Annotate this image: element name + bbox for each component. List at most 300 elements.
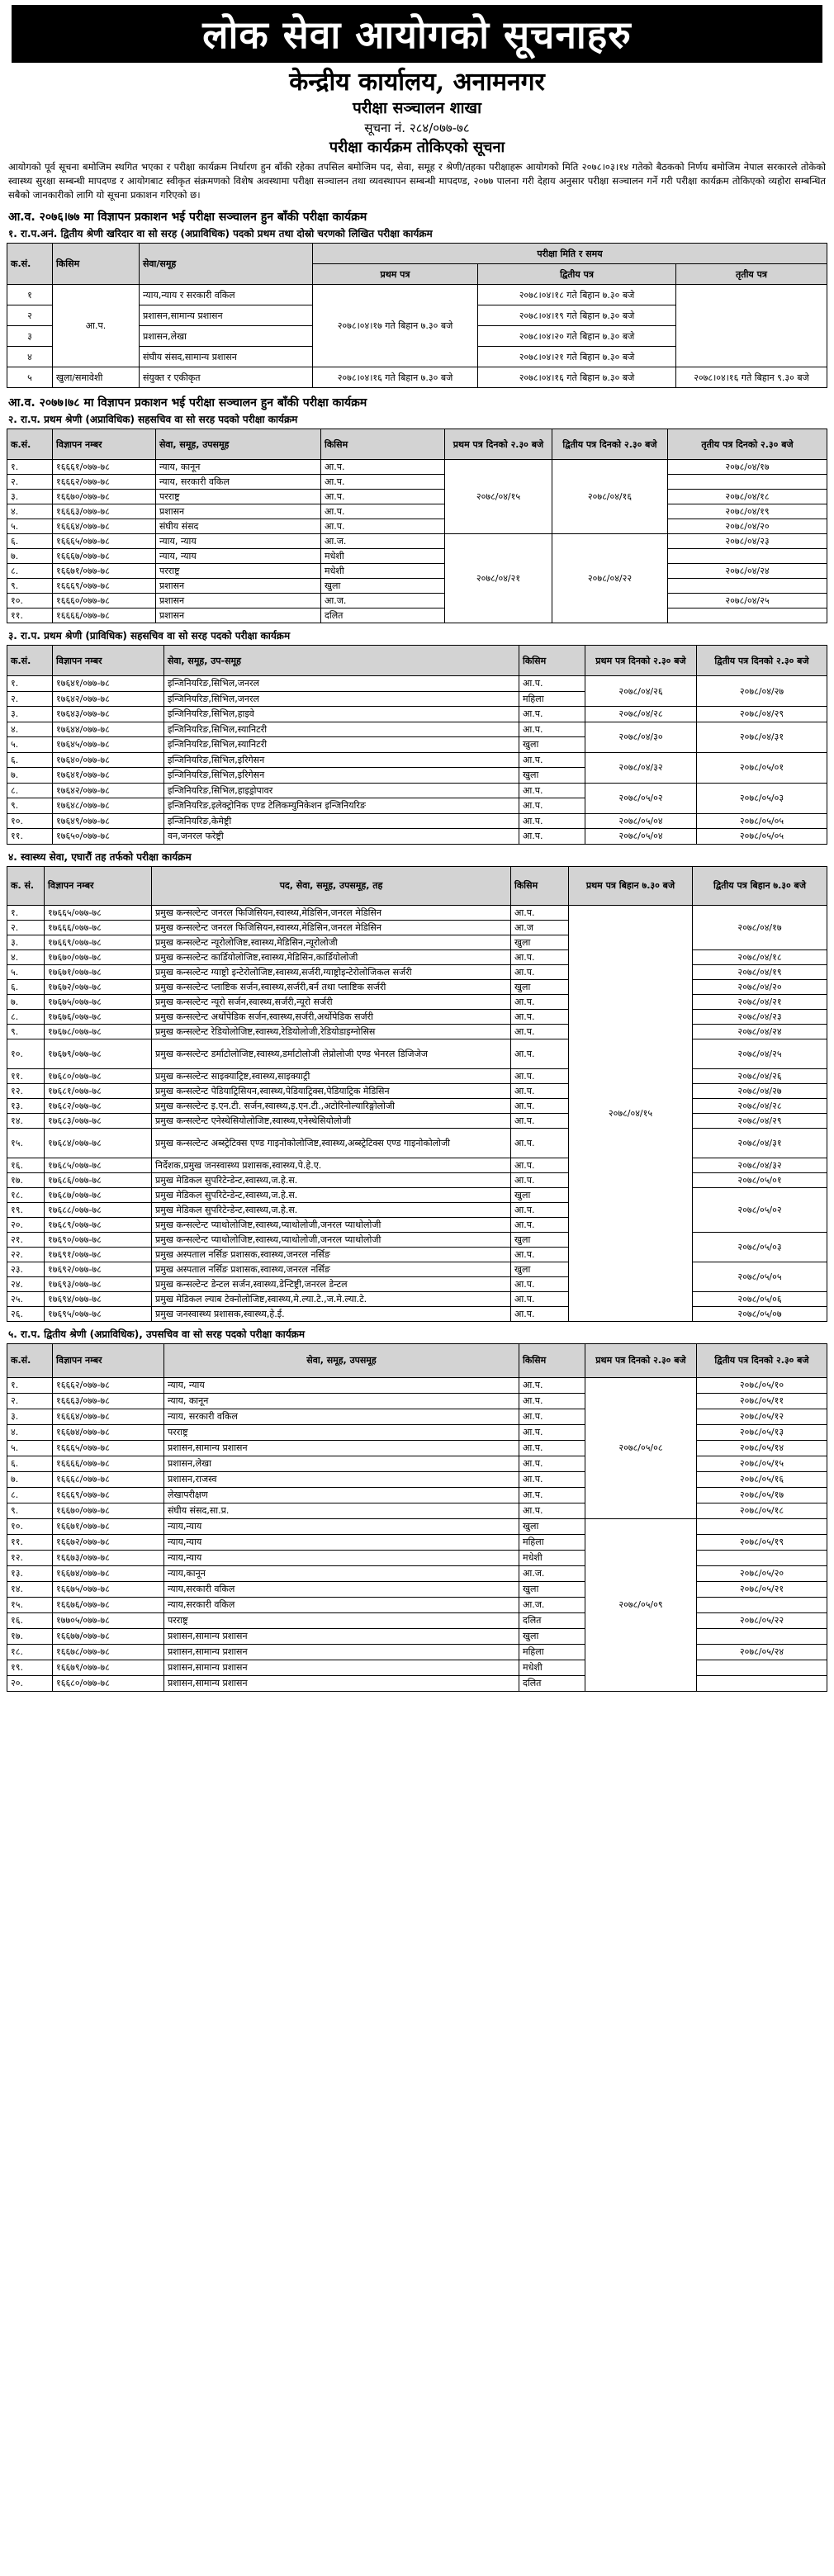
cell-first-date: २०७८/०४/२१: [445, 534, 552, 623]
table-row: [7, 1393, 827, 1409]
cell-sn: ५.: [7, 519, 53, 534]
cell-service: प्रशासन,सामान्य प्रशासन: [164, 1440, 519, 1456]
table-row: [7, 490, 827, 504]
table-row: [7, 1039, 827, 1068]
cell-third-date: २०७८/०४/२०: [668, 519, 827, 534]
branch-name: परीक्षा सञ्चालन शाखा: [352, 99, 482, 117]
col-header-type: किसिम: [511, 866, 569, 905]
cell-sn: १६.: [7, 1158, 45, 1172]
table-row: [7, 285, 827, 305]
cell-second-date: २०७८/०५/०३: [693, 1232, 827, 1262]
cell-type: आ.प.: [511, 1009, 569, 1024]
cell-sn: १०.: [7, 813, 53, 829]
cell-second-date: २०७८/०४/३२: [693, 1158, 827, 1172]
table-row: [7, 460, 827, 475]
cell-sn: २.: [7, 691, 53, 707]
cell-type: आ.प.: [519, 1456, 585, 1471]
cell-ad: १६६६५/०७७-७८: [53, 1440, 164, 1456]
cell-first-date: २०७८/०४/३२: [585, 752, 697, 783]
col-header-ad: विज्ञापन नम्बर: [53, 1343, 164, 1377]
cell-service: प्रमुख कन्सल्टेन्ट ग्याष्ट्रो इन्टेरोलोजिष्ट,स्वास्थ्य,सर्जरी,ग्याष्ट्रोइन्टेरोलोजिकल सर्जरी: [152, 964, 511, 979]
cell-service: न्याय,न्याय: [164, 1534, 519, 1550]
cell-ad: १७६६५/०७७-७८: [45, 905, 152, 920]
cell-ad: १७६८७/०७७-७८: [45, 1187, 152, 1202]
cell-sn: १८.: [7, 1644, 53, 1660]
cell-second-date: २०७८/०५/०१: [697, 752, 827, 783]
col-header-sn: क.सं.: [7, 1343, 53, 1377]
cell-sn: २५.: [7, 1291, 45, 1306]
cell-second-date: २०७८।०४।१६ गते बिहान ७.३० बजे: [478, 367, 676, 388]
cell-sn: ६.: [7, 1456, 53, 1471]
cell-second-date: २०७८।०४।२० गते बिहान ७.३० बजे: [478, 326, 676, 347]
cell-service: प्रशासन,लेखा: [164, 1456, 519, 1471]
cell-second-date: २०७८।०४।१९ गते बिहान ७.३० बजे: [478, 305, 676, 326]
cell-ad: १६६६६/०७७-७८: [53, 608, 156, 623]
cell-sn: १४.: [7, 1581, 53, 1597]
table-row: [7, 1581, 827, 1597]
cell-ad: १६६६८/०७७-७८: [53, 1471, 164, 1487]
cell-sn: २.: [7, 475, 53, 490]
cell-type: आ.प.: [511, 964, 569, 979]
table-row: [7, 1518, 827, 1534]
cell-ad: १७६४४/०७७-७८: [53, 722, 164, 737]
cell-second-date: [697, 1597, 827, 1612]
cell-type: आ.प.: [511, 1158, 569, 1172]
table-row: [7, 1424, 827, 1440]
cell-second-date: २०७८/०५/११: [697, 1393, 827, 1409]
cell-ad: १७६८९/०७७-७८: [45, 1217, 152, 1232]
cell-type: आ.प.: [511, 1098, 569, 1113]
cell-ad: १६६६४/०७७-७८: [53, 1409, 164, 1424]
notice-page: [0, 5, 834, 2576]
cell-service: न्याय,कानून: [164, 1565, 519, 1581]
table-row: [7, 994, 827, 1009]
cell-third-date: [668, 549, 827, 564]
table-row: [7, 949, 827, 964]
cell-sn: ८.: [7, 564, 53, 579]
cell-sn: २१.: [7, 1232, 45, 1247]
cell-ad: १६६७७/०७७-७८: [53, 1628, 164, 1644]
cell-ad: १७६६९/०७७-७८: [45, 935, 152, 949]
cell-type: आ.प.: [511, 994, 569, 1009]
cell-third-date: २०७८।०४।१६ गते बिहान ९.३० बजे: [676, 367, 827, 388]
notice-number: सूचना नं. २८४/०७७-७८: [364, 121, 470, 135]
cell-type: महिला: [519, 1644, 585, 1660]
cell-service: प्रमुख कन्सल्टेन्ट जनरल फिजिसियन,स्वास्थ्य,मेडिसिन,जनरल मेडिसिन: [152, 905, 511, 920]
section3-table: [7, 645, 827, 845]
cell-type: आ.प.: [321, 504, 445, 519]
cell-service: प्रशासन,सामान्य प्रशासन: [164, 1644, 519, 1660]
cell-ad: १६६८०/०७७-७८: [53, 1675, 164, 1691]
col-header-date-group: परीक्षा मिति र समय: [313, 244, 827, 264]
cell-ad: १६६६९/०७७-७८: [53, 579, 156, 594]
cell-sn: ६.: [7, 534, 53, 549]
cell-service: न्याय,न्याय: [164, 1550, 519, 1565]
col-header-second: द्वितीय पत्र बिहान ७.३० बजे: [693, 866, 827, 905]
cell-sn: २०.: [7, 1217, 45, 1232]
table-row: [7, 1675, 827, 1691]
cell-service: प्रशासन: [156, 608, 321, 623]
cell-sn: १९.: [7, 1202, 45, 1217]
cell-second-date: २०७८/०५/०५: [697, 813, 827, 829]
col-header-service: सेवा/समूह: [140, 244, 313, 285]
cell-ad: १७६८६/०७७-७८: [45, 1172, 152, 1187]
cell-type: महिला: [519, 691, 585, 707]
cell-service: न्याय, सरकारी वकिल: [156, 475, 321, 490]
cell-ad: १६६७९/०७७-७८: [53, 1660, 164, 1675]
cell-sn: २: [7, 305, 53, 326]
cell-type: आ.प.: [519, 1487, 585, 1503]
cell-sn: ६.: [7, 979, 45, 994]
section2-subtitle: २. रा.प. प्रथम श्रेणी (अप्राविधिक) सहसचिव वा सो सरह पदको परीक्षा कार्यक्रम: [8, 414, 298, 425]
cell-second-date: २०७८/०५/१०: [697, 1377, 827, 1393]
cell-service: इन्जिनियरिङ,सिभिल,हाइवे: [164, 707, 519, 722]
cell-ad: १७६९५/०७७-७८: [45, 1306, 152, 1321]
cell-type: खुला: [519, 1581, 585, 1597]
cell-second-date: २०७८/०५/१९: [697, 1534, 827, 1550]
table-row: [7, 1565, 827, 1581]
cell-second-date: २०७८/०५/१८: [697, 1503, 827, 1518]
cell-service: न्याय, न्याय: [156, 549, 321, 564]
cell-type: खुला: [519, 737, 585, 753]
cell-service: प्रमुख कन्सल्टेन्ट डेन्टल सर्जन,स्वास्थ्य,डेन्टिष्ट्री,जनरल डेन्टल: [152, 1276, 511, 1291]
cell-type: खुला: [321, 579, 445, 594]
table-row: [7, 579, 827, 594]
table-row: [7, 1377, 827, 1393]
cell-second-date: २०७८/०४/१७: [693, 905, 827, 949]
cell-type: आ.प.: [511, 1128, 569, 1158]
cell-service: न्याय, कानून: [156, 460, 321, 475]
cell-service: प्रमुख अस्पताल नर्सिङ प्रशासक,स्वास्थ्य,जनरल नर्सिङ: [152, 1247, 511, 1262]
cell-second-date: २०७८/०५/२१: [697, 1581, 827, 1597]
cell-ad: १७६८०/०७७-७८: [45, 1068, 152, 1083]
table-row: [7, 964, 827, 979]
cell-type: आ.प.: [519, 829, 585, 845]
col-header-sn: क.सं.: [7, 244, 53, 285]
cell-service: प्रमुख कन्सल्टेन्ट रेडियोलोजिष्ट,स्वास्थ्य,रेडियोलोजी,रेडियोडाइग्नोसिस: [152, 1024, 511, 1039]
cell-type: महिला: [519, 1534, 585, 1550]
cell-ad: १७६८१/०७७-७८: [45, 1083, 152, 1098]
cell-type: आ.प.: [519, 813, 585, 829]
table-row: [7, 676, 827, 692]
cell-type: आ.प.: [519, 752, 585, 768]
section4-table: [7, 866, 827, 1322]
col-header-type: किसिम: [519, 1343, 585, 1377]
cell-service: प्रशासन,सामान्य प्रशासन: [164, 1628, 519, 1644]
cell-ad: १७६४३/०७७-७८: [53, 707, 164, 722]
cell-service: प्रमुख कन्सल्टेन्ट अब्स्ट्रेटिक्स एण्ड गाइनोकोलोजिष्ट,स्वास्थ्य,अब्स्ट्रेटिक्स एण्ड गाइनोकोलोजी: [152, 1128, 511, 1158]
cell-sn: १.: [7, 676, 53, 692]
cell-type: आ.प.: [511, 1039, 569, 1068]
col-header-sn: क.सं.: [7, 646, 53, 676]
cell-sn: ११.: [7, 829, 53, 845]
cell-second-date: २०७८/०५/१७: [697, 1487, 827, 1503]
cell-type: आ.प.: [519, 1503, 585, 1518]
cell-second-date: २०७८/०४/१६: [552, 460, 668, 534]
cell-ad: १७७०५/०७७-७८: [53, 1612, 164, 1628]
table-row: [7, 519, 827, 534]
cell-sn: २३.: [7, 1262, 45, 1276]
cell-sn: ९.: [7, 579, 53, 594]
cell-sn: १७.: [7, 1172, 45, 1187]
cell-second-date: २०७८/०४/२३: [693, 1009, 827, 1024]
cell-ad: १६६६०/०७७-७८: [53, 594, 156, 608]
cell-first-date: २०७८/०५/०४: [585, 813, 697, 829]
table-row: [7, 1597, 827, 1612]
cell-sn: १५.: [7, 1597, 53, 1612]
cell-third-date: [676, 285, 827, 367]
office-name: केन्द्रीय कार्यालय, अनामनगर: [289, 68, 545, 97]
col-header-type: किसिम: [321, 429, 445, 460]
cell-sn: ४.: [7, 722, 53, 737]
col-header-service: पद, सेवा, समूह, उपसमूह, तह: [152, 866, 511, 905]
cell-sn: १६.: [7, 1612, 53, 1628]
cell-first-date: २०७८/०५/०९: [585, 1518, 697, 1691]
cell-ad: १७६६६/०७७-७८: [45, 920, 152, 935]
cell-second-date: २०७८/०५/०१: [693, 1172, 827, 1187]
cell-type: मधेशी: [321, 564, 445, 579]
cell-second-date: २०७८/०४/२९: [697, 707, 827, 722]
cell-third-date: [668, 608, 827, 623]
section1-subtitle: १. रा.प.अनं. द्वितीय श्रेणी खरिदार वा सो सरह (अप्राविधिक) पदको प्रथम तथा दोस्रो चरणको लिखित परीक्षा कार्यक्रम: [8, 228, 433, 239]
cell-service: न्याय,न्याय र सरकारी वकिल: [140, 285, 313, 305]
cell-service: इन्जिनियरिङ,केमेष्ट्री: [164, 813, 519, 829]
cell-second-date: २०७८/०५/०५: [697, 829, 827, 845]
table-row: [7, 1232, 827, 1247]
table-row: [7, 1158, 827, 1172]
cell-second-date: २०७८/०४/३१: [697, 722, 827, 752]
table-row: [7, 783, 827, 798]
cell-service: प्रमुख कन्सल्टेन्ट इ.एन.टी. सर्जन,स्वास्थ्य,इ.एन.टी.,अटोरिनोल्यारिङ्गोलोजी: [152, 1098, 511, 1113]
cell-second-date: २०७८/०४/२४: [693, 1024, 827, 1039]
table-row: [7, 594, 827, 608]
cell-second-date: २०७८/०४/२६: [693, 1068, 827, 1083]
cell-service: प्रमुख कन्सल्टेन्ट प्याथोलोजिष्ट,स्वास्थ्य,प्याथोलोजी,जनरल प्याथोलोजी: [152, 1232, 511, 1247]
cell-second-date: २०७८/०५/१२: [697, 1409, 827, 1424]
cell-service: वन,जनरल फरेष्ट्री: [164, 829, 519, 845]
cell-service: इन्जिनियरिङ,सिभिल,स्यानिटरी: [164, 737, 519, 753]
cell-sn: १३.: [7, 1098, 45, 1113]
cell-ad: १६६६३/०७७-७८: [53, 1393, 164, 1409]
col-header-ad: विज्ञापन नम्बर: [53, 429, 156, 460]
cell-type: आ.प.: [519, 798, 585, 814]
cell-sn: ४.: [7, 949, 45, 964]
cell-service: प्रशासन: [156, 579, 321, 594]
cell-sn: २४.: [7, 1276, 45, 1291]
cell-ad: १७६४८/०७७-७८: [53, 798, 164, 814]
cell-second-date: २०७८/०४/२७: [693, 1083, 827, 1098]
section4-subtitle: ४. स्वास्थ्य सेवा, एघारौं तह तर्फको परीक्षा कार्यक्रम: [8, 850, 192, 863]
cell-service: न्याय, कानून: [164, 1393, 519, 1409]
cell-sn: ३.: [7, 490, 53, 504]
cell-ad: १६६७१/०७७-७८: [53, 1518, 164, 1534]
section2-title: आ.व. २०७७।७८ मा विज्ञापन प्रकाशन भई परीक्षा सञ्चालन हुन बाँकी परीक्षा कार्यक्रम: [8, 396, 367, 410]
cell-sn: १०.: [7, 594, 53, 608]
cell-ad: १७६७६/०७७-७८: [45, 1009, 152, 1024]
cell-ad: १७६७८/०७७-७८: [45, 1024, 152, 1039]
table-row: [7, 1612, 827, 1628]
col-header-type: किसिम: [519, 646, 585, 676]
cell-second-date: २०७८/०४/१९: [693, 964, 827, 979]
cell-sn: ७.: [7, 549, 53, 564]
cell-sn: ५.: [7, 1440, 53, 1456]
cell-type: आ.प.: [511, 1083, 569, 1098]
cell-second-date: २०७८/०५/०२: [693, 1187, 827, 1232]
cell-second-date: [697, 1550, 827, 1565]
cell-sn: २.: [7, 920, 45, 935]
cell-service: न्याय, न्याय: [164, 1377, 519, 1393]
cell-service: इन्जिनियरिङ,सिभिल,इरिगेसन: [164, 752, 519, 768]
section1-title: आ.व. २०७६।७७ मा विज्ञापन प्रकाशन भई परीक्षा सञ्चालन हुन बाँकी परीक्षा कार्यक्रम: [8, 211, 367, 224]
table-row: [7, 1128, 827, 1158]
cell-service: प्रशासन,लेखा: [140, 326, 313, 347]
cell-type: खुला: [511, 1262, 569, 1276]
cell-service: न्याय, सरकारी वकिल: [164, 1409, 519, 1424]
cell-sn: ४: [7, 347, 53, 367]
cell-service: प्रमुख मेडिकल सुपरिटेन्डेन्ट,स्वास्थ्य,ज.हे.स.: [152, 1187, 511, 1202]
cell-third-date: [668, 579, 827, 594]
cell-service: संघीय संसद: [156, 519, 321, 534]
cell-ad: १६६७४/०७७-७८: [53, 1565, 164, 1581]
cell-type: आ.प.: [519, 722, 585, 737]
table-row: [7, 608, 827, 623]
cell-ad: १६६६७/०७७-७८: [53, 549, 156, 564]
cell-sn: ३.: [7, 707, 53, 722]
cell-second-date: २०७८/०४/२७: [697, 676, 827, 707]
table-row: [7, 905, 827, 920]
cell-ad: १७६४२/०७७-७८: [53, 691, 164, 707]
cell-sn: ३: [7, 326, 53, 347]
cell-service: प्रशासन: [156, 504, 321, 519]
cell-type: आ.प.: [321, 460, 445, 475]
cell-service: लेखापरीक्षण: [164, 1487, 519, 1503]
cell-type: आ.प.: [519, 676, 585, 692]
cell-second-date: २०७८/०४/२९: [693, 1113, 827, 1128]
cell-sn: ४.: [7, 1424, 53, 1440]
cell-service: प्रमुख कन्सल्टेन्ट साइक्याट्रिष्ट,स्वास्थ्य,साइक्याट्री: [152, 1068, 511, 1083]
col-header-third: तृतीय पत्र: [676, 264, 827, 285]
notice-title: परीक्षा कार्यक्रम तोकिएको सूचना: [329, 139, 505, 156]
cell-sn: १७.: [7, 1628, 53, 1644]
cell-service: प्रमुख कन्सल्टेन्ट प्लाष्टिक सर्जन,स्वास्थ्य,सर्जरी,बर्न तथा प्लाष्टिक सर्जरी: [152, 979, 511, 994]
table-row: [7, 1440, 827, 1456]
cell-service: प्रमुख जनस्वास्थ्य प्रशासक,स्वास्थ्य,हे.ई.: [152, 1306, 511, 1321]
table-row: [7, 1187, 827, 1202]
cell-ad: १७६९१/०७७-७८: [45, 1247, 152, 1262]
cell-ad: १६६७८/०७७-७८: [53, 1644, 164, 1660]
table-row: [7, 1660, 827, 1675]
cell-ad: १६६६४/०७७-७८: [53, 519, 156, 534]
cell-ad: १६६६२/०७७-७८: [53, 1377, 164, 1393]
cell-second-date: २०७८/०४/१८: [693, 949, 827, 964]
cell-ad: १७६४१/०७७-७८: [53, 676, 164, 692]
cell-type: आ.ज.: [519, 1565, 585, 1581]
cell-ad: १६६६९/०७७-७८: [53, 1487, 164, 1503]
cell-type: खुला: [511, 1187, 569, 1202]
section5-table: [7, 1343, 827, 1692]
cell-second-date: २०७८/०४/२२: [552, 534, 668, 623]
cell-service: प्रमुख कन्सल्टेन्ट जनरल फिजिसियन,स्वास्थ्य,मेडिसिन,जनरल मेडिसिन: [152, 920, 511, 935]
cell-second-date: २०७८/०५/२२: [697, 1612, 827, 1628]
col-header-first: प्रथम पत्र दिनको २.३० बजे: [445, 429, 552, 460]
cell-second-date: २०७८/०५/१३: [697, 1424, 827, 1440]
cell-service: परराष्ट्र: [156, 490, 321, 504]
cell-type: आ.प.: [511, 1172, 569, 1187]
cell-ad: १६६६६/०७७-७८: [53, 1456, 164, 1471]
col-header-ad: विज्ञापन नम्बर: [53, 646, 164, 676]
cell-type: आ.प.: [511, 1276, 569, 1291]
col-header-sn: क.सं.: [7, 429, 53, 460]
col-header-second: द्वितीय पत्र दिनको २.३० बजे: [552, 429, 668, 460]
cell-second-date: २०७८/०४/२५: [693, 1039, 827, 1068]
cell-sn: १.: [7, 460, 53, 475]
cell-service: इन्जिनियरिङ,सिभिल,स्यानिटरी: [164, 722, 519, 737]
cell-sn: १५.: [7, 1128, 45, 1158]
cell-second-date: २०७८/०४/३१: [693, 1128, 827, 1158]
cell-service: न्याय,सरकारी वकिल: [164, 1597, 519, 1612]
cell-second-date: २०७८/०४/२१: [693, 994, 827, 1009]
cell-ad: १६६७२/०७७-७८: [53, 1534, 164, 1550]
cell-second-date: [697, 1660, 827, 1675]
cell-sn: ८.: [7, 783, 53, 798]
cell-sn: ६.: [7, 752, 53, 768]
col-header-sn: क. सं.: [7, 866, 45, 905]
cell-type: आ.प.: [511, 1202, 569, 1217]
table-row: [7, 549, 827, 564]
cell-service: संघीय संसद,सा.प्र.: [164, 1503, 519, 1518]
cell-second-date: २०७८/०५/०६: [693, 1291, 827, 1306]
col-header-second: द्वितीय पत्र दिनको २.३० बजे: [697, 646, 827, 676]
cell-service: प्रमुख कन्सल्टेन्ट न्यूरोलोजिष्ट,स्वास्थ्य,मेडिसिन,न्यूरोलोजी: [152, 935, 511, 949]
cell-third-date: २०७८/०४/२३: [668, 534, 827, 549]
cell-second-date: २०७८/०५/१६: [697, 1471, 827, 1487]
cell-third-date: २०७८/०४/१७: [668, 460, 827, 475]
cell-type: आ.प.: [519, 1471, 585, 1487]
cell-sn: १: [7, 285, 53, 305]
cell-type: आ.प.: [53, 285, 140, 367]
cell-first-date: २०७८/०४/२८: [585, 707, 697, 722]
cell-service: परराष्ट्र: [164, 1612, 519, 1628]
table-row: [7, 1409, 827, 1424]
cell-service: प्रमुख कन्सल्टेन्ट डर्माटोलोजिष्ट,स्वास्थ्य,डर्माटोलोजी लेप्रोलोजी एण्ड भेनरल डिजिजेज: [152, 1039, 511, 1068]
cell-ad: १७६४९/०७७-७८: [53, 813, 164, 829]
table-row: [7, 564, 827, 579]
cell-second-date: २०७८।०४।२१ गते बिहान ७.३० बजे: [478, 347, 676, 367]
cell-second-date: २०७८/०४/२८: [693, 1098, 827, 1113]
cell-type: आ.प.: [511, 1217, 569, 1232]
cell-type: आ.ज: [511, 920, 569, 935]
cell-type: खुला: [511, 1232, 569, 1247]
table-row: [7, 1172, 827, 1187]
table-row: [7, 1262, 827, 1276]
cell-second-date: [697, 1628, 827, 1644]
col-header-first: प्रथम पत्र बिहान ७.३० बजे: [569, 866, 693, 905]
cell-ad: १७६४०/०७७-७८: [53, 752, 164, 768]
cell-ad: १७६९३/०७७-७८: [45, 1276, 152, 1291]
cell-type: खुला: [511, 979, 569, 994]
cell-service: प्रमुख मेडिकल सुपरिटेन्डेन्ट,स्वास्थ्य,ज.हे.स.: [152, 1202, 511, 1217]
table-row: [7, 1644, 827, 1660]
cell-sn: ११.: [7, 1534, 53, 1550]
section5-subtitle: ५. रा.प. द्वितीय श्रेणी (अप्राविधिक), उपसचिव वा सो सरह पदको परीक्षा कार्यक्रम: [8, 1328, 306, 1340]
cell-ad: १७६८२/०७७-७८: [45, 1098, 152, 1113]
cell-sn: १३.: [7, 1565, 53, 1581]
cell-sn: २०.: [7, 1675, 53, 1691]
col-header-service: सेवा, समूह, उपसमूह: [156, 429, 321, 460]
cell-sn: १०.: [7, 1039, 45, 1068]
section1-table: [7, 243, 827, 388]
cell-type: खुला: [511, 935, 569, 949]
